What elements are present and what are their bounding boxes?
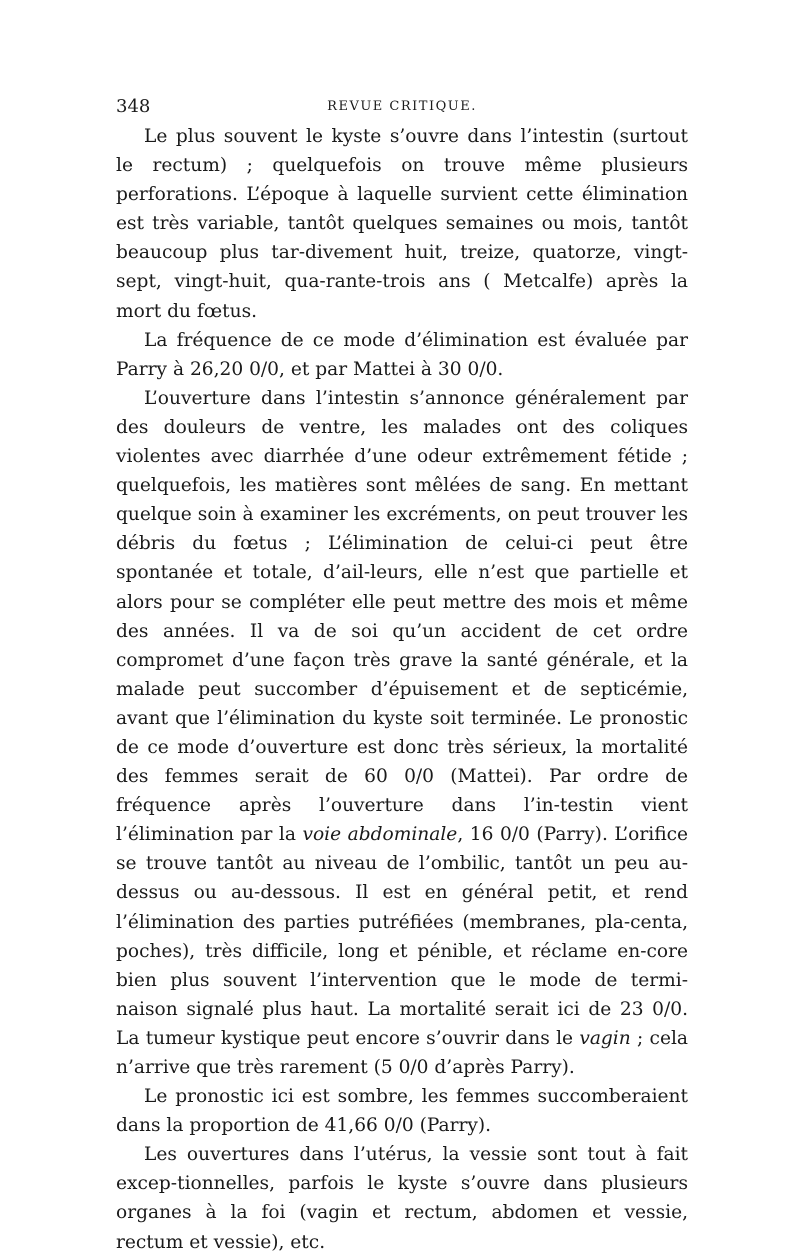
page-number: 348 [116,96,151,117]
paragraph-frequency: La fréquence de ce mode d’élimination est évaluée par Parry à 26,20 0/0, et par Mattei à 30 0/0. [116,329,688,380]
paragraph-intestine-symptoms [116,384,688,1082]
italic-term-voie-abdominale: voie abdominale [302,824,458,846]
italic-term-vagin: vagin [579,1027,631,1049]
paragraph-rare-openings: Les ouvertures dans l’utérus, la vessie sont tout à fait excep-tionnelles, parfois le kyste s’ouvre dans plusieurs organes à la foi (vagin et rectum, abdomen et vessie, rectum et vessie), etc. [116,1144,688,1253]
paragraph-prognosis: Le pronostic ici est sombre, les femmes succomberaient dans la proportion de 41,66 0/0 (Parry). [116,1086,688,1137]
text-segment: ; cela n’arrive que très rarement (5 0/0 d’après Parry). [116,1027,688,1078]
running-title: REVUE CRITIQUE. [327,99,477,114]
running-head [116,92,688,122]
book-page [116,92,688,1257]
body-text [116,122,688,1257]
text-segment: L’ouverture dans l’intestin s’annonce généralement par des douleurs de ventre, les malades ont des coliques violentes avec diarrhée d’une odeur extrêmement fétide ; quelquefois, les matières sont mêlées de sang. En mettant quelque soin à examiner les excréments, on peut trouver les débris du fœtus ; L’élimination de celui-ci peut être spontanée et totale, d’ail-leurs, elle n’est que partielle et alors pour se compléter elle peut mettre des mois et même des années. Il va de soi qu’un accident de cet ordre compromet d’une façon très grave la santé générale, et la malade peut succomber d’épuisement et de septicémie, avant que l’élimination du kyste soit terminée. Le pronostic de ce mode d’ouverture est donc très sérieux, la mortalité des femmes serait de 60 0/0 (Mattei). Par ordre de fréquence après l’ouverture dans l’in-testin vient l’élimination par la [116,387,688,846]
paragraph-intestine-opening: Le plus souvent le kyste s’ouvre dans l’intestin (surtout le rectum) ; quelquefois on trouve même plusieurs perforations. L’époque à laquelle survient cette élimination est très variable, tantôt quelques semaines ou mois, tantôt beaucoup plus tar-divement huit, treize, quatorze, vingt-sept, vingt-huit, qua-rante-trois ans ( Metcalfe) après la mort du fœtus. [116,126,688,322]
text-segment: , 16 0/0 (Parry). L’orifice se trouve tantôt au niveau de l’ombilic, tantôt un peu au-dessus ou au-dessous. Il est en général petit, et rend l’élimination des parties putréfiées (membranes, pla-centa, poches), très difficile, long et pénible, et réclame en-core bien plus souvent l’intervention que le mode de termi-naison signalé plus haut. La mortalité serait ici de 23 0/0. La tumeur kystique peut encore s’ouvrir dans le [116,824,689,1049]
